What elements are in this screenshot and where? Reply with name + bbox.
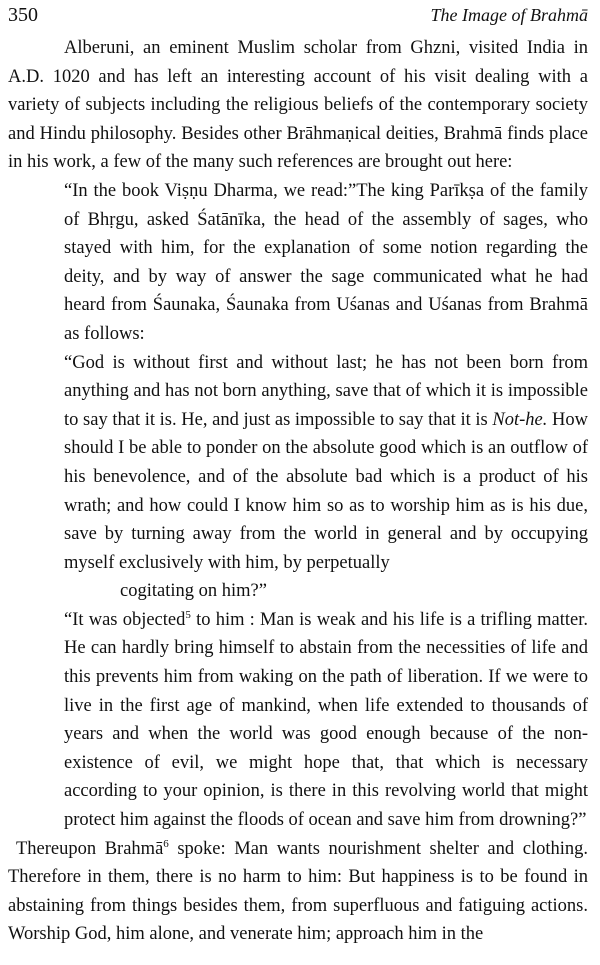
quote-paragraph-2 xyxy=(64,349,588,578)
quote-paragraph-2-end: cogitating on him?” xyxy=(120,581,267,602)
footnote-ref-6: 6 xyxy=(163,837,169,850)
quote-3-text-a: “It was objected xyxy=(64,609,186,630)
footnote-ref-5: 5 xyxy=(185,608,191,621)
quote-2-text-a: “God is without first and without last; he has not been born from anything and has not born anything, save that of which it is impossible to say that it is. He, and just as impossible to say that it is xyxy=(64,352,588,430)
page-number: 350 xyxy=(8,4,38,26)
quotation-block xyxy=(64,177,588,835)
final-text-b: spoke: Man wants nourishment shelter and clothing. Therefore in them, there is no harm to him: But happiness is to be found in abstaining from things besides them, from superfluous and fatiguing actions. Worship God, him alone, and venerate him; approach him in the xyxy=(8,838,588,945)
intro-paragraph: Alberuni, an eminent Muslim scholar from Ghzni, visited India in A.D. 1020 and has left an interesting account of his visit dealing with a variety of subjects including the religious beliefs of the contemporary society and Hindu philosophy. Besides other Brāhmaṇical deities, Brahmā finds place in his work, a few of the many such references are brought out here: xyxy=(8,38,588,173)
page-header xyxy=(8,4,588,34)
quote-3-text-b: to him : Man is weak and his life is a trifling matter. He can hardly bring himself to abstain from the necessities of life and this prevents him from waking on the path of liberation. If we were to live in the first age of mankind, when life extended to thousands of years and when the world was good enough because of the non-existence of evil, we might hope that, that which is necessary according to your opinion, is there in this revolving world that might protect him against the floods of ocean and save him from drowning?” xyxy=(64,609,588,831)
quote-2-emphasis: Not-he. xyxy=(492,409,548,430)
quote-2-text-b: How should I be able to ponder on the absolute good which is an outflow of his benevolence, and of the absolute bad which is a product of his wrath; and how could I know him so as to worship him as is his due, save by turning away from the world in general and by occupying myself exclusively with him, by perpetually xyxy=(64,409,588,573)
quote-paragraph-1: “In the book Viṣṇu Dharma, we read:”The king Parīkṣa of the family of Bhṛgu, asked Śatānīka, the head of the assembly of sages, who stayed with him, for the explanation of some notion regarding the deity, and by way of answer the sage communicated what he had heard from Śaunaka, Śaunaka from Uśanas and Uśanas from Brahmā as follows: xyxy=(64,180,588,344)
final-text-a: Thereupon Brahmā xyxy=(16,838,164,859)
running-title: The Image of Brahmā xyxy=(430,5,588,25)
final-paragraph xyxy=(8,835,588,949)
quote-paragraph-3 xyxy=(64,606,588,835)
